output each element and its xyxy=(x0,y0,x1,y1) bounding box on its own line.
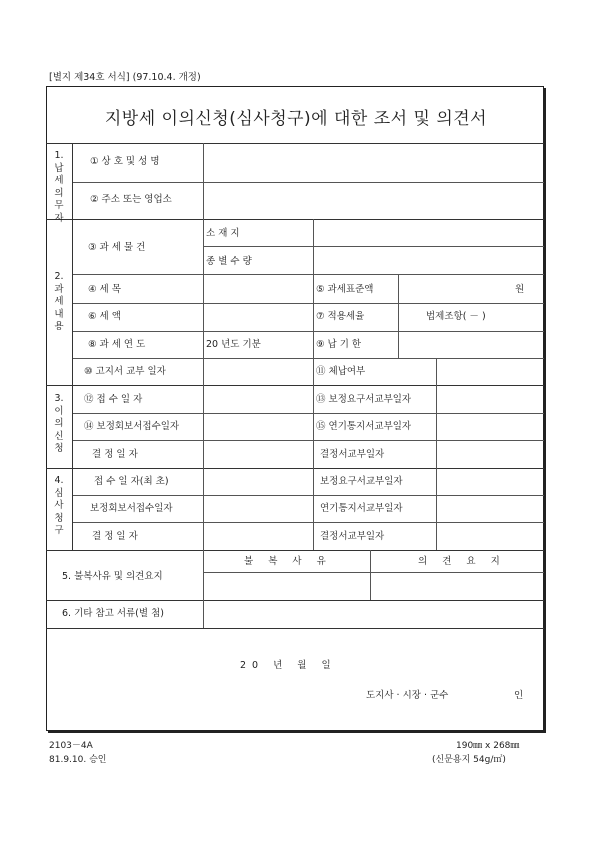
form-code: 2103－4A xyxy=(49,741,93,751)
approval-date: 81.9.10. 승인 xyxy=(49,755,107,765)
col-line xyxy=(203,143,204,628)
row-line xyxy=(203,246,544,247)
field-notice-date-label: ⑩ 고지서 교부 일자 xyxy=(84,366,166,377)
field-tax-base-unit: 원 xyxy=(515,284,525,295)
field-correction-request-label: ⑬ 보정요구서교부일자 xyxy=(316,394,412,405)
seal-mark: 인 xyxy=(514,690,524,701)
signature-date: 20 년 월 일 xyxy=(240,660,337,671)
row-line xyxy=(46,600,544,601)
col-line xyxy=(370,550,371,600)
field-objection-reason-label: 5. 불복사유 및 의견요지 xyxy=(62,571,163,582)
section-3-label: 3.이의신청 xyxy=(54,393,64,454)
field-receipt-date-label: ⑫ 접 수 일 자 xyxy=(84,394,143,405)
field-kind-qty-label: 종 별 수 량 xyxy=(206,256,252,267)
row-line xyxy=(72,413,544,414)
col-line xyxy=(436,358,437,550)
form-number: [별지 제34호 서식] (97.10.4. 개정) xyxy=(49,72,201,83)
field-decision-date-2-label: 결 정 일 자 xyxy=(92,531,138,542)
objection-reason-header: 불 복 사 유 xyxy=(244,556,332,567)
table-top-line xyxy=(46,143,544,144)
field-decision-delivery-2-label: 결정서교부일자 xyxy=(320,531,385,542)
row-line xyxy=(72,303,544,304)
table-bottom-line xyxy=(46,628,544,629)
field-tax-item-label: ④ 세 목 xyxy=(88,284,121,295)
row-line xyxy=(72,331,544,332)
col-line xyxy=(313,219,314,550)
row-line xyxy=(72,358,544,359)
row-line xyxy=(72,182,544,183)
paper-size: 190㎜ x 268㎜ xyxy=(456,741,520,751)
field-correction-request-2-label: 보정요구서교부일자 xyxy=(320,476,403,487)
field-due-date-label: ⑨ 납 기 한 xyxy=(316,339,362,350)
section-2-label: 2.과세내용 xyxy=(54,271,64,332)
field-decision-delivery-label: 결정서교부일자 xyxy=(320,449,385,460)
row-line xyxy=(46,468,544,469)
field-postpone-notice-2-label: 연기통지서교부일자 xyxy=(320,503,403,514)
row-line xyxy=(72,522,544,523)
col-line xyxy=(72,385,73,550)
field-name-label: ① 상 호 및 성 명 xyxy=(90,156,160,167)
field-law-article: 법제조항( － ) xyxy=(426,311,486,322)
field-tax-year-value: 20 년도 기분 xyxy=(206,339,261,350)
form-title: 지방세 이의신청(심사청구)에 대한 조서 및 의견서 xyxy=(104,109,488,129)
field-first-receipt-label: 접 수 일 자(최 초) xyxy=(94,476,169,487)
field-arrears-label: ⑪ 체납여부 xyxy=(316,366,366,377)
opinion-summary-header: 의 견 요 지 xyxy=(418,556,506,567)
field-postpone-notice-label: ⑮ 연기통지서교부일자 xyxy=(316,421,412,432)
field-references-label: 6. 기타 참고 서류(별 첨) xyxy=(62,608,164,619)
field-address-label: ② 주소 또는 영업소 xyxy=(90,194,172,205)
row-line xyxy=(46,385,544,386)
col-line xyxy=(72,143,73,385)
row-line xyxy=(72,440,544,441)
field-tax-year-label: ⑧ 과 세 연 도 xyxy=(88,339,146,350)
row-line xyxy=(46,219,544,220)
field-tax-rate-label: ⑦ 적용세율 xyxy=(316,311,365,322)
field-correction-reply-label: ⑭ 보정회보서접수일자 xyxy=(84,421,180,432)
row-line xyxy=(72,274,544,275)
field-tax-object-label: ③ 과 세 물 건 xyxy=(88,242,146,253)
field-decision-date-label: 결 정 일 자 xyxy=(92,449,138,460)
field-location-label: 소 재 지 xyxy=(206,228,240,239)
section-1-label: 1.납세의무자 xyxy=(54,150,64,224)
section-4-label: 4.심사청구 xyxy=(54,475,64,536)
field-tax-base-label: ⑤ 과세표준액 xyxy=(316,284,374,295)
row-line xyxy=(72,495,544,496)
paper-type: (신문용지 54g/㎡) xyxy=(432,755,506,765)
signer-title: 도지사 · 시장 · 군수 xyxy=(366,690,449,701)
row-line xyxy=(46,550,544,551)
field-correction-reply-2-label: 보정회보서접수일자 xyxy=(90,503,173,514)
row-line xyxy=(203,572,544,573)
field-tax-amount-label: ⑥ 세 액 xyxy=(88,311,121,322)
col-line xyxy=(398,274,399,358)
